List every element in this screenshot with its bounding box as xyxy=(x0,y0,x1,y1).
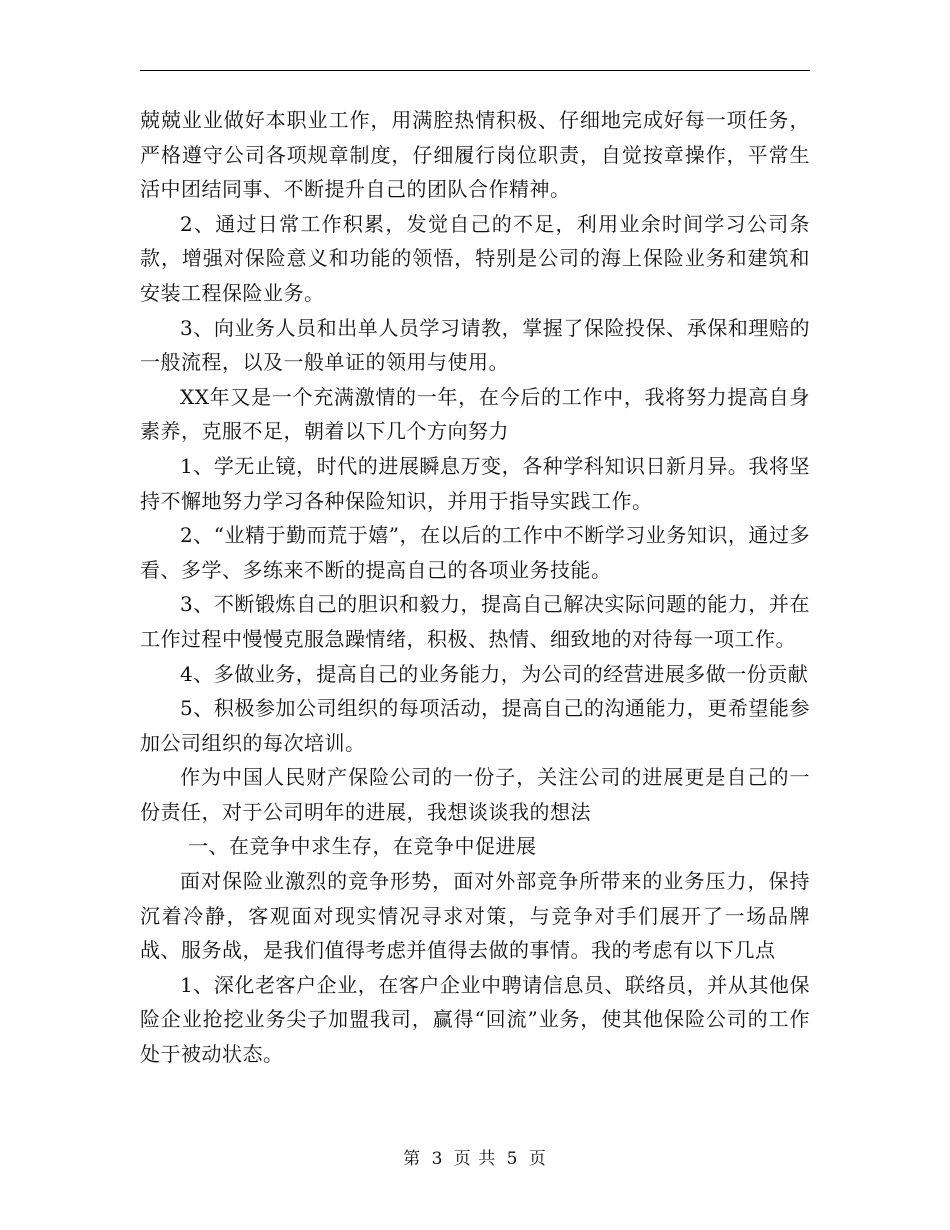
paragraph-7: 3、不断锻炼自己的胆识和毅力，提高自己解决实际问题的能力，并在工作过程中慢慢克服急躁情绪，积极、热情、细致地的对待每一项工作。 xyxy=(140,592,810,651)
footer-prefix: 第 xyxy=(403,1149,422,1169)
paragraph-12: 面对保险业激烈的竞争形势，面对外部竞争所带来的业务压力，保持沉着冷静，客观面对现实情况寻求对策，与竞争对手们展开了一场品牌战、服务战，是我们值得考虑并值得去做的事情。我的考虑有以下几点 xyxy=(140,869,810,963)
document-body xyxy=(140,103,810,1072)
paragraph-10: 作为中国人民财产保险公司的一份子，关注公司的进展更是自己的一份责任，对于公司明年的进展，我想谈谈我的想法 xyxy=(140,765,810,824)
page-footer xyxy=(0,1144,950,1169)
paragraph-13: 1、深化老客户企业，在客户企业中聘请信息员、联络员，并从其他保险企业抢挖业务尖子加盟我司，赢得“回流”业务，使其他保险公司的工作处于被动状态。 xyxy=(140,972,810,1067)
footer-suffix: 页 xyxy=(528,1149,547,1169)
current-page-number: 3 xyxy=(431,1149,444,1169)
section-heading: 一、在竞争中求生存，在竞争中促进展 xyxy=(188,834,537,859)
header-rule xyxy=(140,70,810,71)
paragraph-8: 4、多做业务，提高自己的业务能力，为公司的经营进展多做一份贡献 xyxy=(180,661,809,686)
paragraph-6: 2、“业精于勤而荒于嬉”，在以后的工作中不断学习业务知识，通过多看、多学、多练来不断的提高自己的各项业务技能。 xyxy=(140,523,810,582)
total-pages-number: 5 xyxy=(506,1149,519,1169)
paragraph-2: 2、通过日常工作积累，发觉自己的不足，利用业余时间学习公司条款，增强对保险意义和功能的领悟，特别是公司的海上保险业务和建筑和安装工程保险业务。 xyxy=(140,211,810,305)
paragraph-3: 3、向业务人员和出单人员学习请教，掌握了保险投保、承保和理赔的一般流程，以及一般单证的领用与使用。 xyxy=(140,315,810,375)
paragraph-4: XX年又是一个充满激情的一年，在今后的工作中，我将努力提高自身素养，克服不足，朝着以下几个方向努力 xyxy=(140,384,810,444)
paragraph-1: 兢兢业业做好本职业工作，用满腔热情积极、仔细地完成好每一项任务，严格遵守公司各项规章制度，仔细履行岗位职责，自觉按章操作，平常生活中团结同事、不断提升自己的团队合作精神。 xyxy=(140,108,810,202)
footer-middle: 页 共 xyxy=(453,1149,497,1169)
paragraph-9: 5、积极参加公司组织的每项活动，提高自己的沟通能力，更希望能参加公司组织的每次培训。 xyxy=(140,696,810,755)
paragraph-5: 1、学无止镜，时代的进展瞬息万变，各种学科知识日新月异。我将坚持不懈地努力学习各种保险知识，并用于指导实践工作。 xyxy=(140,453,810,513)
